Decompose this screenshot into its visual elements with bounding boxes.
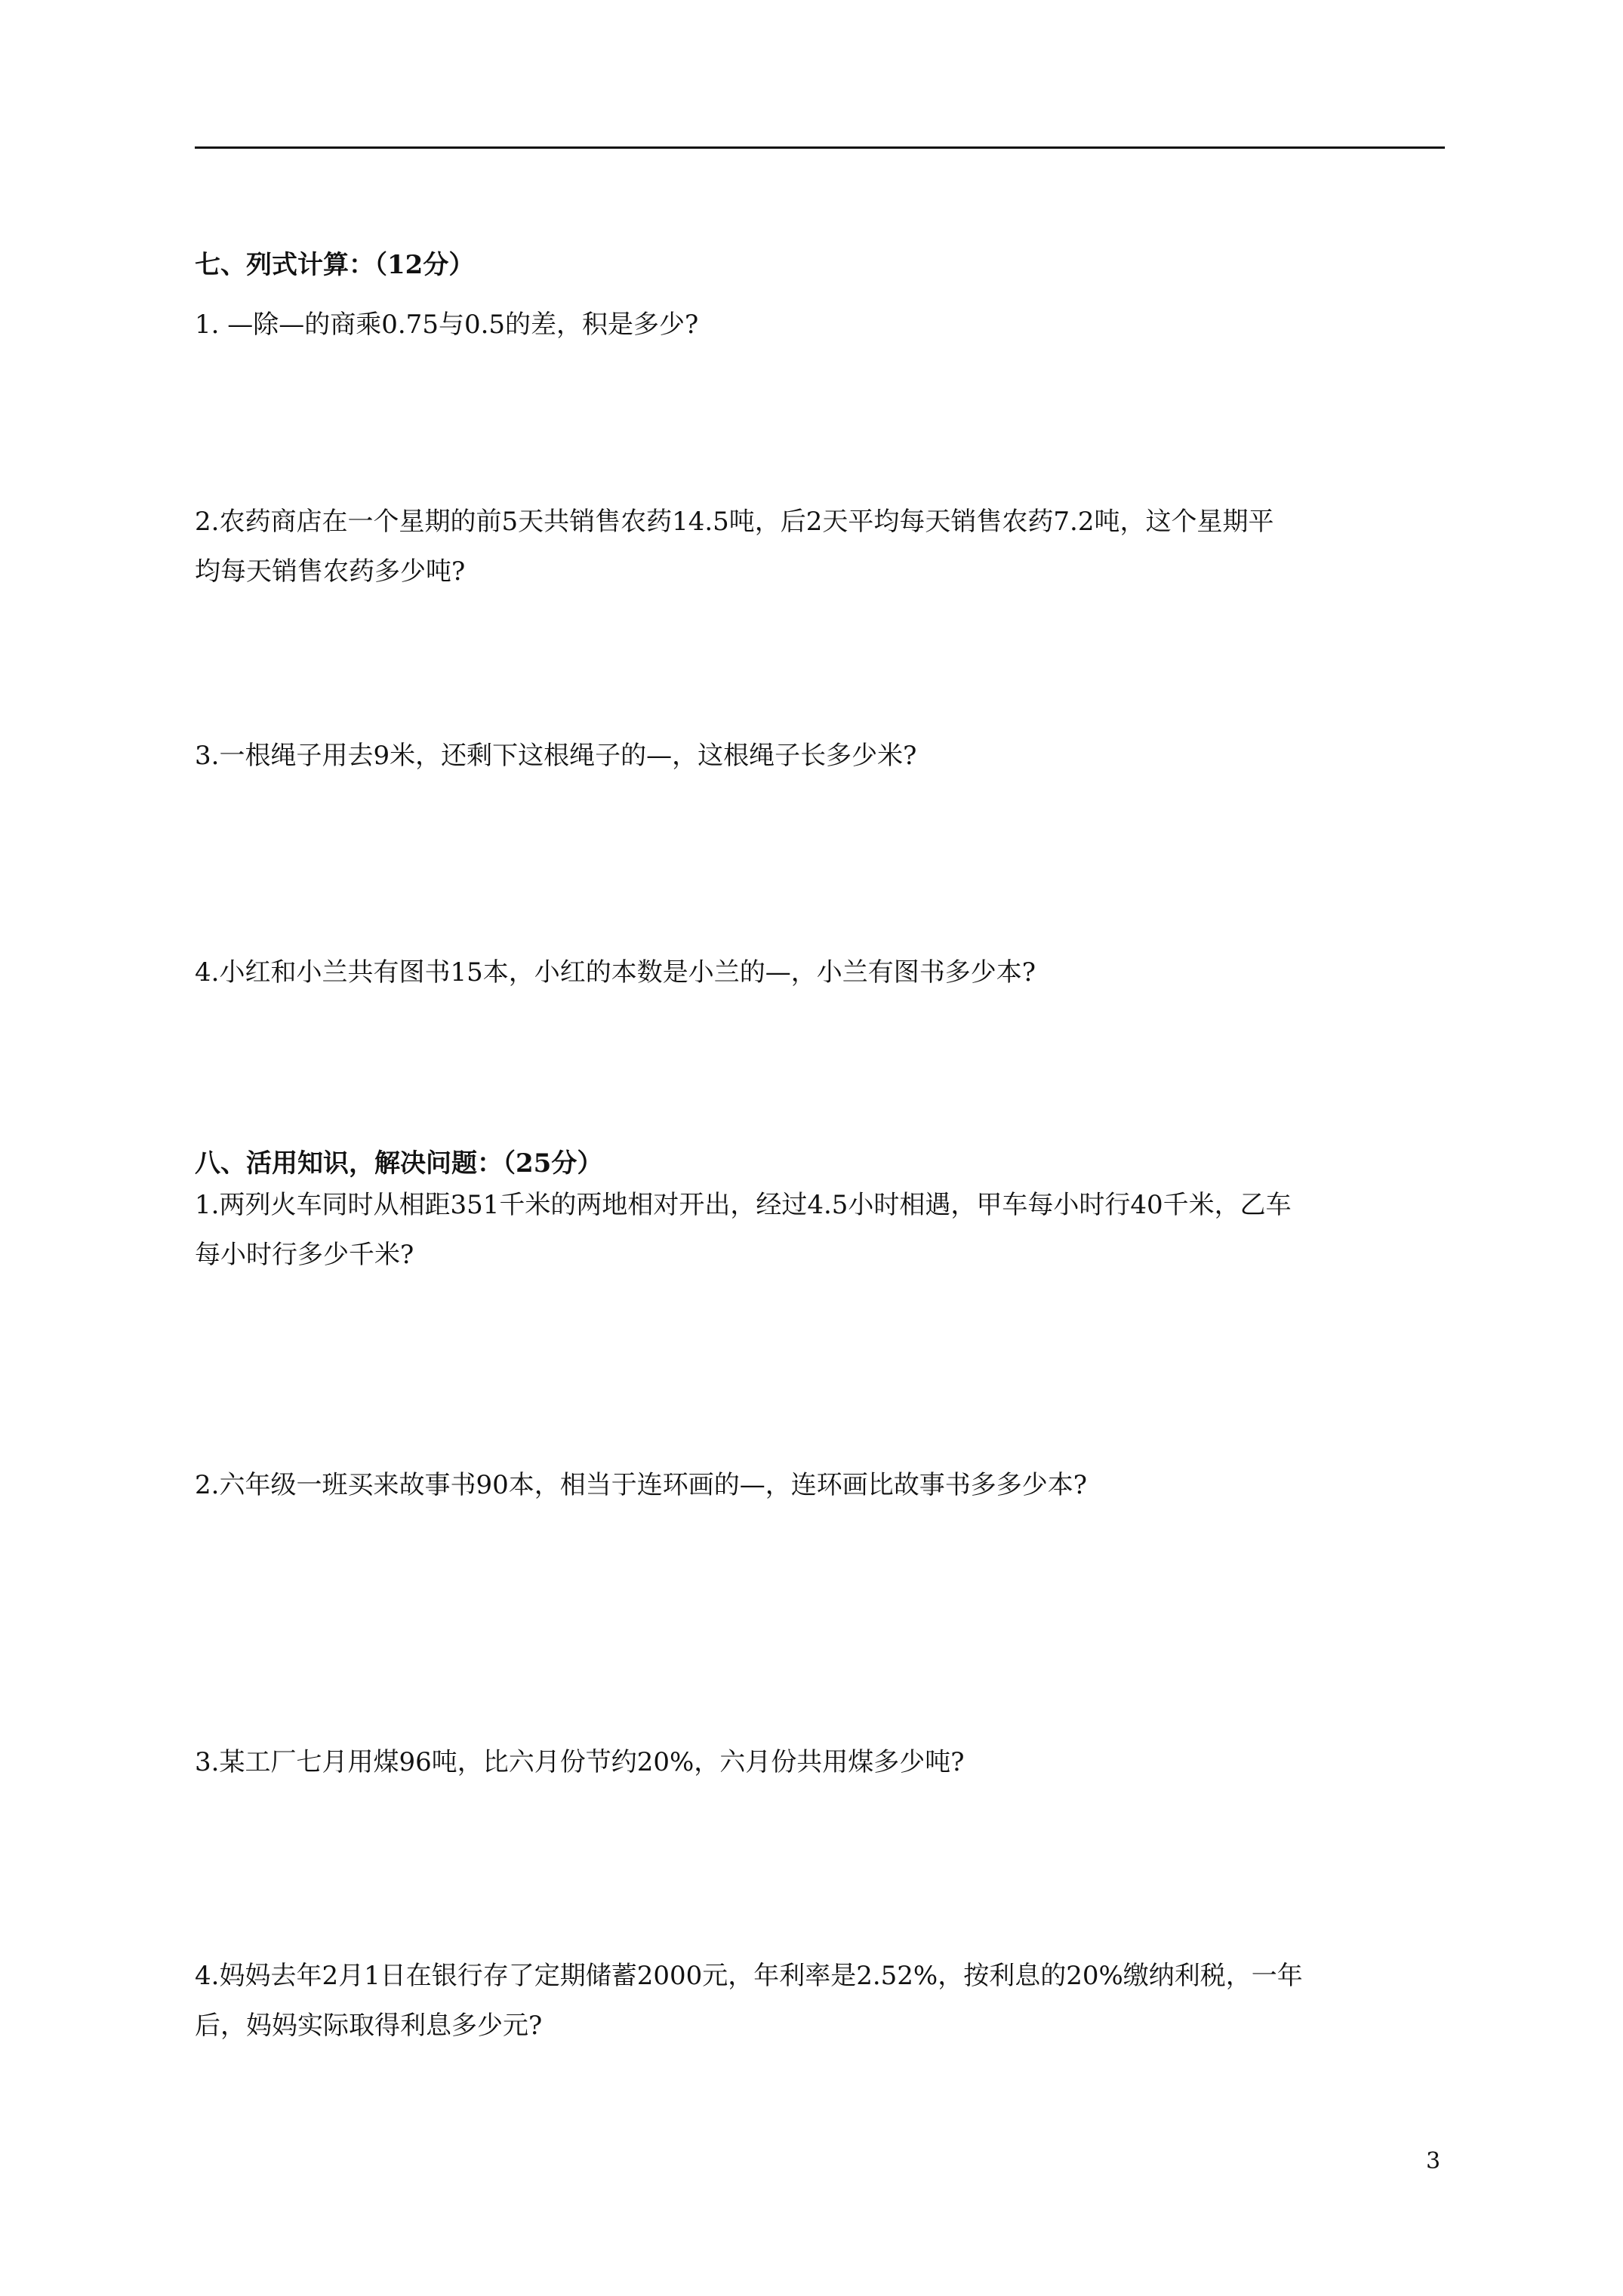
question-line: 3.一根绳子用去9米，还剩下这根绳子的—，这根绳子长多少米?: [195, 741, 917, 771]
section-7-question-1: [195, 300, 1448, 350]
section-8-question-3: [195, 1737, 1448, 1787]
section-7-question-4: [195, 948, 1448, 997]
question-line: 1. —除—的商乘0.75与0.5的差，积是多少?: [195, 310, 699, 340]
section-8-question-2: [195, 1460, 1448, 1510]
question-line: 4.妈妈去年2月1日在银行存了定期储蓄2000元，年利率是2.52%，按利息的20%缴纳利税，一年: [195, 1961, 1303, 1991]
question-line: 3.某工厂七月用煤96吨，比六月份节约20%，六月份共用煤多少吨?: [195, 1747, 965, 1777]
section-8-question-4: [195, 1951, 1448, 2051]
header-rule: [195, 146, 1445, 149]
page-number: 3: [1426, 2148, 1441, 2174]
section-8-title: 八、活用知识，解决问题：（25分）: [195, 1148, 603, 1179]
question-line: 后，妈妈实际取得利息多少元?: [195, 2011, 543, 2041]
question-line: 4.小红和小兰共有图书15本，小红的本数是小兰的—，小兰有图书多少本?: [195, 957, 1036, 988]
question-line: 2.农药商店在一个星期的前5天共销售农药14.5吨，后2天平均每天销售农药7.2吨，这个星期平: [195, 507, 1274, 537]
question-line: 每小时行多少千米?: [195, 1240, 414, 1270]
section-7-question-2: [195, 497, 1448, 596]
question-line: 均每天销售农药多少吨?: [195, 556, 466, 587]
section-8-question-1: [195, 1180, 1448, 1280]
question-line: 1.两列火车同时从相距351千米的两地相对开出，经过4.5小时相遇，甲车每小时行40千米，乙车: [195, 1190, 1292, 1220]
section-7-question-3: [195, 731, 1448, 781]
section-7-title: 七、列式计算：（12分）: [195, 250, 475, 280]
question-line: 2.六年级一班买来故事书90本，相当于连环画的—，连环画比故事书多多少本?: [195, 1470, 1087, 1500]
